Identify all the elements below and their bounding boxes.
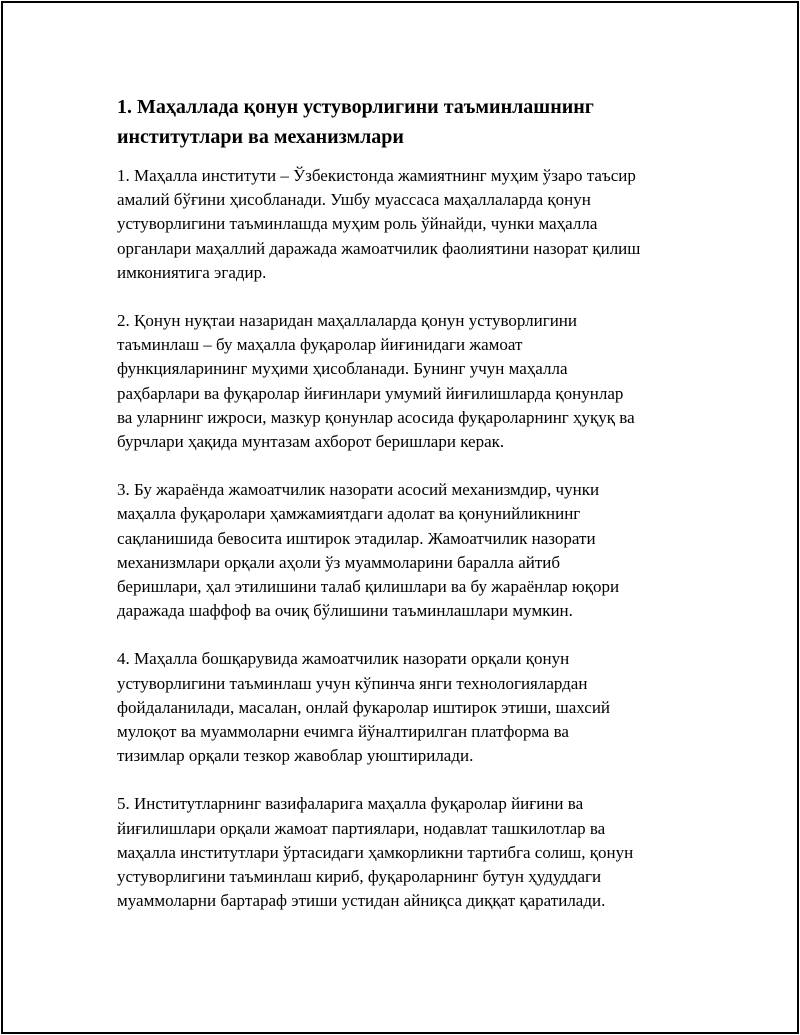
title-line: институтлари ва механизмлари [117, 126, 404, 148]
paragraph-2 [117, 309, 707, 454]
paragraph-line: функцияларининг муҳими ҳисобланади. Бунинг учун маҳалла [117, 359, 568, 379]
paragraph-line: устуворлигини таъминлаш учун кўпинча янги технологиялардан [117, 673, 588, 693]
paragraph-line: раҳбарлари ва фуқаролар йиғинлари умумий йиғилишларда қонунлар [117, 383, 624, 403]
paragraph-5 [117, 792, 707, 913]
paragraph-3 [117, 478, 707, 623]
paragraph-line: маҳалла фуқаролари ҳамжамиятдаги адолат ва қонунийликнинг [117, 504, 581, 524]
paragraph-line: устуворлигини таъминлаш кириб, фуқароларнинг бутун ҳудуддаги [117, 867, 602, 887]
paragraph-line: амалий бўғини ҳисобланади. Ушбу муассаса маҳаллаларда қонун [117, 190, 591, 210]
paragraph-line: 2. Қонун нуқтаи назаридан маҳаллаларда қонун устуворлигини [117, 311, 577, 331]
paragraph-1 [117, 164, 707, 285]
paragraph-line: муаммоларни бартараф этиши устидан айниқса диққат қаратилади. [117, 891, 606, 911]
paragraph-line: маҳалла институтлари ўртасидаги ҳамкорликни тартибга солиш, қонун [117, 842, 634, 862]
paragraph-line: даражада шаффоф ва очиқ бўлишини таъминлашлари мумкин. [117, 601, 573, 621]
paragraph-line: мулоқот ва муаммоларни ечимга йўналтирилган платформа ва [117, 722, 569, 742]
paragraph-line: 4. Маҳалла бошқарувида жамоатчилик назорати орқали қонун [117, 649, 570, 669]
paragraph-line: беришлари, ҳал этилишини талаб қилишлари ва бу жараёнлар юқори [117, 577, 620, 597]
paragraph-line: 3. Бу жараёнда жамоатчилик назорати асосий механизмдир, чунки [117, 480, 600, 500]
paragraph-line: устуворлигини таъминлашда муҳим роль ўйнайди, чунки маҳалла [117, 214, 598, 234]
title-line: 1. Маҳаллада қонун устуворлигини таъминлашнинг [117, 96, 594, 118]
paragraph-line: сақланишида бевосита иштирок этадилар. Жамоатчилик назорати [117, 528, 596, 548]
paragraph-line: механизмлари орқали аҳоли ўз муаммоларини баралла айтиб [117, 552, 561, 572]
paragraph-line: органлари маҳаллий даражада жамоатчилик фаолиятини назорат қилиш [117, 238, 641, 258]
paragraph-4 [117, 647, 707, 768]
paragraph-line: ва уларнинг ижроси, мазкур қонунлар асосида фуқароларнинг ҳуқуқ ва [117, 407, 635, 427]
paragraph-line: тизимлар орқали тезкор жавоблар уюштирилади. [117, 746, 474, 766]
paragraph-line: имкониятига эгадир. [117, 262, 267, 282]
paragraph-line: фойдаланилади, масалан, онлай фукаролар иштирок этиши, шахсий [117, 697, 611, 717]
document-title [117, 92, 707, 152]
paragraph-line: 1. Маҳалла институти – Ўзбекистонда жамиятнинг муҳим ўзаро таъсир [117, 166, 636, 185]
paragraph-line: 5. Институтларнинг вазифаларига маҳалла фуқаролар йиғини ва [117, 794, 584, 814]
paragraph-line: бурчлари ҳақида мунтазам ахборот беришлари керак. [117, 432, 505, 452]
document-body [117, 92, 707, 937]
paragraph-line: таъминлаш – бу маҳалла фуқаролар йиғинидаги жамоат [117, 335, 523, 355]
paragraph-line: йиғилишлари орқали жамоат партиялари, нодавлат ташкилотлар ва [117, 818, 606, 838]
